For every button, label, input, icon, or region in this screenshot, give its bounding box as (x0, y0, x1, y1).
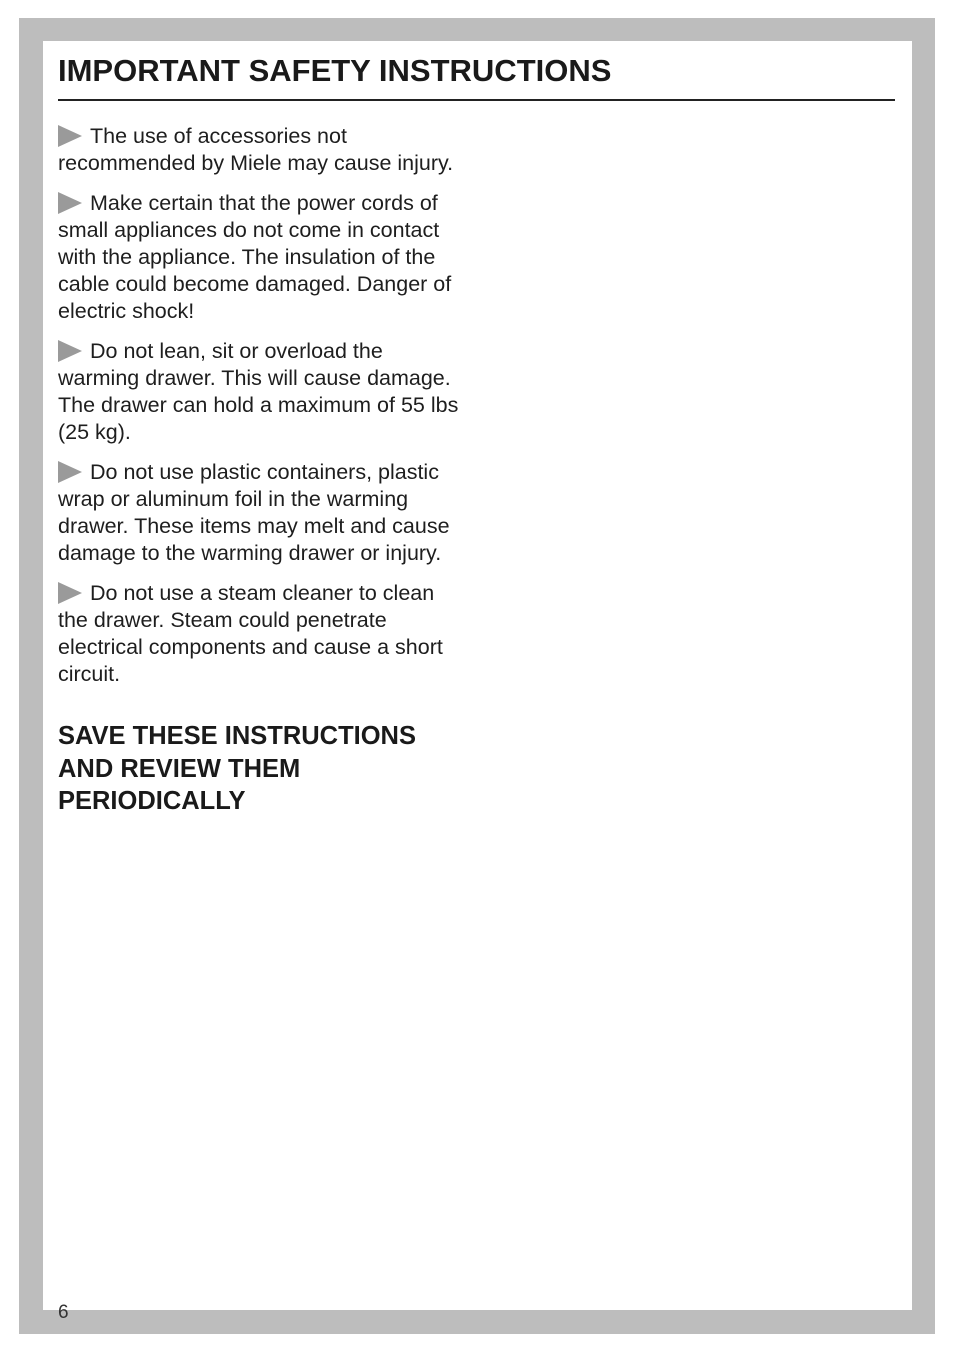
save-heading-line: PERIODICALLY (58, 787, 246, 815)
safety-item-text: Make certain that the power cords of small appliances do not come in contact with the appliance. The insulation of the cable could become damaged. Danger of electric shock! (58, 191, 452, 323)
save-heading-line: AND REVIEW THEM (58, 754, 301, 783)
safety-item (58, 190, 470, 325)
triangle-arrow-icon (58, 582, 82, 604)
save-heading-line: SAVE THESE INSTRUCTIONS (58, 722, 416, 750)
safety-list (58, 123, 470, 818)
safety-item (58, 123, 470, 177)
triangle-arrow-icon (58, 125, 82, 147)
save-instructions-heading (58, 720, 470, 818)
header-divider (58, 99, 895, 101)
triangle-arrow-icon (58, 192, 82, 214)
safety-item-text: Do not use a steam cleaner to clean the drawer. Steam could penetrate electrical components and cause a short circuit. (58, 581, 443, 686)
triangle-arrow-icon (58, 461, 82, 483)
safety-item (58, 338, 470, 446)
safety-item (58, 580, 470, 688)
triangle-arrow-icon (58, 340, 82, 362)
page-title: IMPORTANT SAFETY INSTRUCTIONS (58, 53, 612, 88)
page-number: 6 (58, 1302, 69, 1323)
safety-item-text: Do not lean, sit or overload the warming drawer. This will cause damage. The drawer can hold a maximum of 55 lbs (25 kg). (58, 339, 459, 444)
safety-item-text: Do not use plastic containers, plastic wrap or aluminum foil in the warming drawer. These items may melt and cause damage to the warming drawer or injury. (58, 460, 450, 565)
safety-item (58, 459, 470, 567)
safety-item-text: The use of accessories not recommended by Miele may cause injury. (58, 124, 454, 175)
